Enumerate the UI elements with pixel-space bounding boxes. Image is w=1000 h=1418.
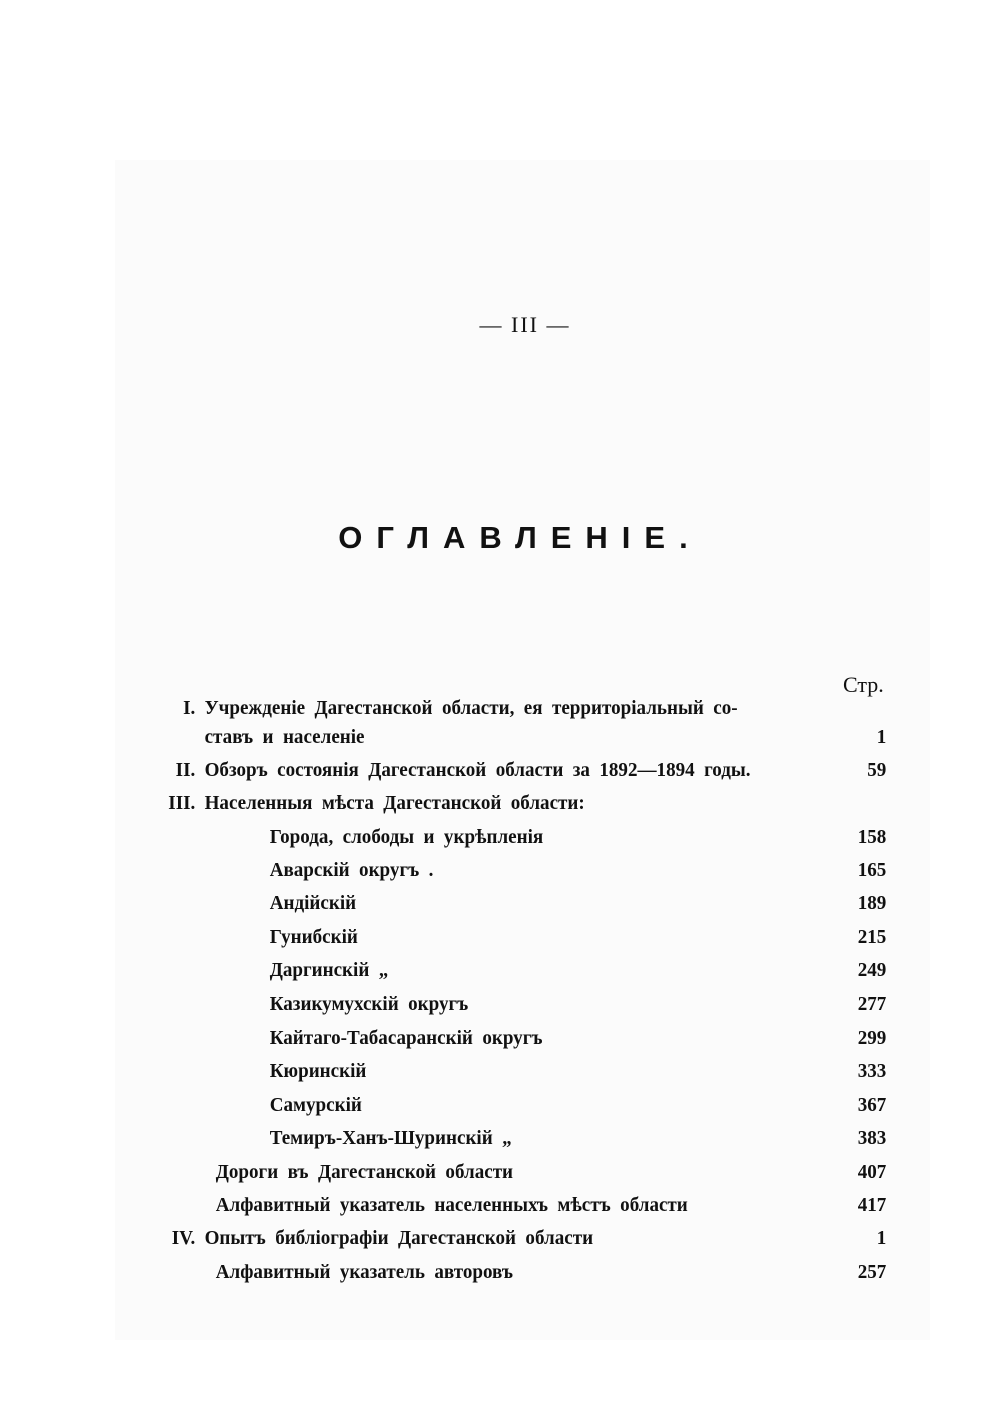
toc-entry-page: 1 [876, 726, 887, 748]
toc-entry-page: 277 [857, 993, 887, 1015]
toc-entry-title: Кюринскій [269, 1060, 367, 1082]
toc-entry [0, 892, 930, 922]
toc-numeral: II. [175, 759, 196, 781]
toc-entry-title: Даргинскій „ [269, 959, 389, 981]
page-column-label: Стр. [843, 672, 884, 697]
toc-entry-title: Алфавитный указатель населенныхъ мѣстъ области [215, 1194, 688, 1216]
toc-entry [0, 826, 930, 856]
toc-entry-page: 1 [876, 1227, 887, 1249]
toc-entry [0, 959, 930, 989]
toc-numeral: III. [168, 792, 196, 814]
toc-entry [0, 697, 930, 727]
toc-entry-title: Аварскій округъ . [269, 859, 434, 881]
toc-entry-page: 165 [857, 859, 887, 881]
toc-entry-title: Андійскій [269, 892, 357, 914]
toc-entry-title: Учрежденіе Дагестанской области, ея территоріальный со- [204, 697, 738, 719]
page-number: — III — [479, 312, 571, 337]
toc-entry-title: Города, слободы и укрѣпленія [269, 826, 544, 848]
toc-numeral: IV. [171, 1227, 196, 1249]
toc-entry-page: 249 [857, 959, 887, 981]
toc-entry-title: Дороги въ Дагестанской области [215, 1161, 514, 1183]
toc-entry [0, 926, 930, 956]
toc-entry-title: Алфавитный указатель авторовъ [215, 1261, 513, 1283]
toc-entry [0, 792, 930, 822]
toc-entry [0, 726, 930, 756]
toc-entry-page: 333 [857, 1060, 887, 1082]
toc-entry-title: Самурскій [269, 1094, 362, 1116]
toc-entry [0, 1261, 930, 1291]
toc-entry-page: 367 [857, 1094, 887, 1116]
toc-entry-title: Населенныя мѣста Дагестанской области: [204, 792, 585, 814]
toc-entry-title: Кайтаго-Табасаранскій округъ [269, 1027, 543, 1049]
toc-entry [0, 1094, 930, 1124]
toc-entry-title: Казикумухскій округъ [269, 993, 469, 1015]
toc-entry [0, 993, 930, 1023]
page-title: ОГЛАВЛЕНІЕ. [338, 520, 702, 555]
toc-entry-title: ставъ и населеніе [204, 726, 365, 748]
toc-entry-page: 407 [857, 1161, 887, 1183]
toc-entry-title: Обзоръ состоянія Дагестанской области за 1892—1894 годы. [204, 759, 751, 781]
toc-entry-page: 299 [857, 1027, 887, 1049]
toc-entry [0, 1060, 930, 1090]
toc-entry [0, 1161, 930, 1191]
toc-numeral: I. [183, 697, 196, 719]
toc-entry-page: 158 [857, 826, 887, 848]
toc-entry-title: Темиръ-Ханъ-Шуринскій „ [269, 1127, 512, 1149]
toc-entry-page: 189 [857, 892, 887, 914]
toc-entry-page: 257 [857, 1261, 887, 1283]
toc-entry-page: 59 [867, 759, 887, 781]
toc-entry [0, 1127, 930, 1157]
toc-entry-page: 417 [857, 1194, 887, 1216]
toc-entry-title: Гунибскій [269, 926, 358, 948]
toc-entry-page: 383 [857, 1127, 887, 1149]
toc-entry [0, 1194, 930, 1224]
toc-entry [0, 859, 930, 889]
toc-entry [0, 1027, 930, 1057]
toc-entry-title: Опытъ библіографіи Дагестанской области [204, 1227, 594, 1249]
toc-entry [0, 1227, 930, 1257]
toc-entry [0, 759, 930, 789]
toc-entry-page: 215 [857, 926, 887, 948]
